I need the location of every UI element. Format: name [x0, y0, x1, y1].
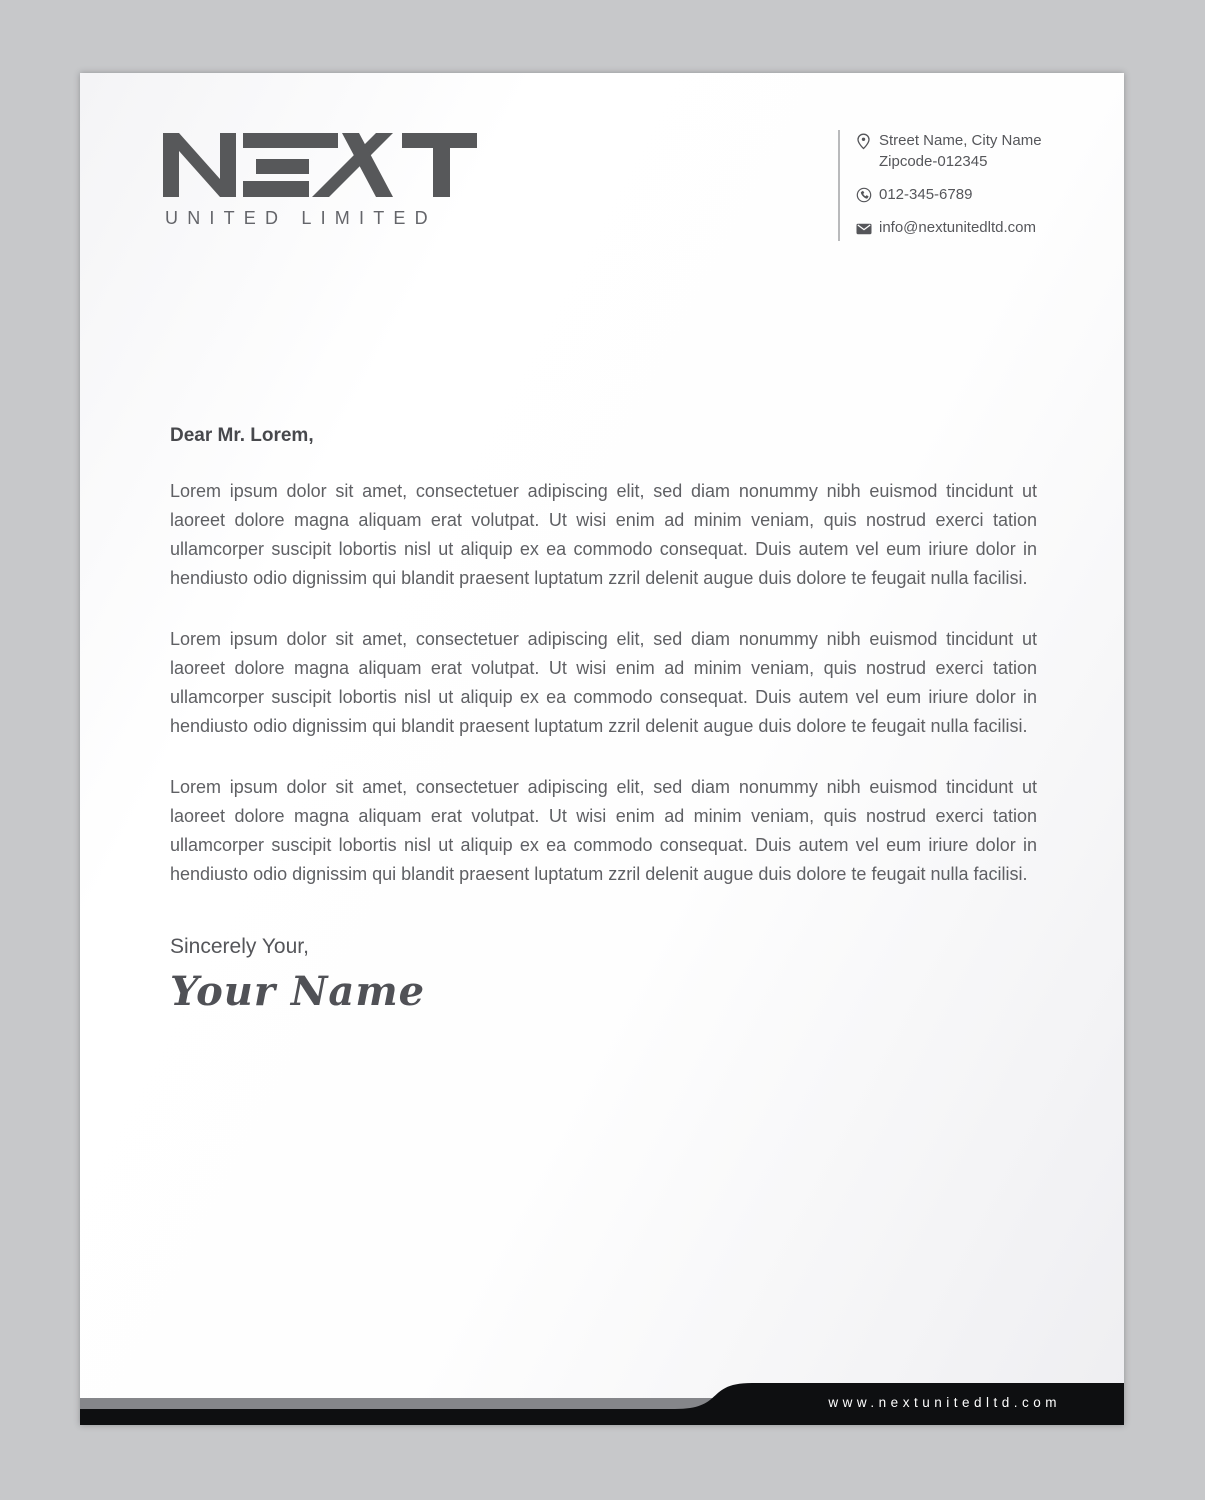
address-text	[879, 130, 1042, 172]
phone-icon	[856, 184, 872, 209]
location-pin-icon	[856, 130, 872, 156]
footer-bar	[80, 1383, 1124, 1425]
email-row	[856, 217, 1116, 241]
phone-number: 012-345-6789	[879, 186, 973, 203]
salutation: Dear Mr. Lorem,	[170, 425, 314, 446]
letterhead-page	[80, 73, 1124, 1425]
letter-body	[170, 423, 1037, 1015]
email-address: info@nextunitedltd.com	[879, 219, 1036, 236]
email-icon	[856, 217, 872, 241]
closing-line: Sincerely Your,	[170, 935, 309, 958]
address-row	[856, 130, 1116, 172]
contact-block	[838, 130, 1116, 241]
company-logo	[163, 133, 477, 229]
phone-row	[856, 184, 1116, 209]
logo-text	[163, 197, 164, 198]
signature-name: Your Name	[170, 968, 426, 1015]
website-url: www.nextunitedltd.com	[828, 1395, 1061, 1410]
letter-paragraph: Lorem ipsum dolor sit amet, consectetuer adipiscing elit, sed diam nonummy nibh euismod tincidunt ut laoreet dolore magna aliquam erat volutpat. Ut wisi enim ad minim veniam, quis nostrud exerci tation ullamcorper suscipit lobortis nisl ut aliquip ex ea commodo consequat. Duis autem vel eum iriure dolor in hendiusto odio dignissim qui blandit praesent luptatum zzril delenit augue duis dolore te feugait nulla facilisi.	[170, 777, 1037, 884]
logo-subtext: UNITED LIMITED	[165, 208, 437, 228]
letter-paragraph: Lorem ipsum dolor sit amet, consectetuer adipiscing elit, sed diam nonummy nibh euismod tincidunt ut laoreet dolore magna aliquam erat volutpat. Ut wisi enim ad minim veniam, quis nostrud exerci tation ullamcorper suscipit lobortis nisl ut aliquip ex ea commodo consequat. Duis autem vel eum iriure dolor in hendiusto odio dignissim qui blandit praesent luptatum zzril delenit augue duis dolore te feugait nulla facilisi.	[170, 481, 1037, 588]
address-line1: Street Name, City Name	[879, 132, 1042, 149]
letter-paragraph: Lorem ipsum dolor sit amet, consectetuer adipiscing elit, sed diam nonummy nibh euismod tincidunt ut laoreet dolore magna aliquam erat volutpat. Ut wisi enim ad minim veniam, quis nostrud exerci tation ullamcorper suscipit lobortis nisl ut aliquip ex ea commodo consequat. Duis autem vel eum iriure dolor in hendiusto odio dignissim qui blandit praesent luptatum zzril delenit augue duis dolore te feugait nulla facilisi.	[170, 629, 1037, 736]
address-line2: Zipcode-012345	[879, 153, 988, 170]
next-logo-icon	[163, 133, 477, 197]
